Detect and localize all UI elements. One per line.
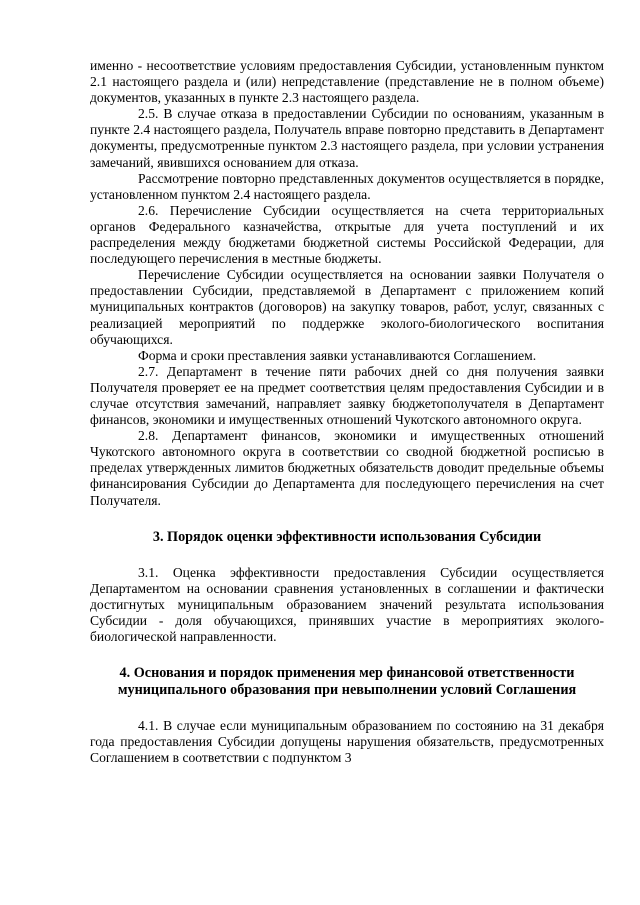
paragraph-2-6: 2.6. Перечисление Субсидии осуществляется на счета территориальных органов Федерального казначейства, открытые для учета поступлений и их распределения между бюджетами бюджетной системы Российской Федерации, для последующего перечисления в местные бюджеты.	[90, 202, 604, 267]
paragraph-continuation: именно - несоответствие условиям предоставления Субсидии, установленным пунктом 2.1 настоящего раздела и (или) непредставление (представление не в полном объеме) документов, указанных в пункте 2.3 настоящего раздела.	[90, 58, 604, 106]
section-gap	[90, 546, 604, 565]
paragraph-application-form: Форма и сроки преставления заявки устанавливаются Соглашением.	[138, 347, 537, 363]
section-gap	[90, 699, 604, 718]
paragraph-2-8: 2.8. Департамент финансов, экономики и имущественных отношений Чукотского автономного округа в соответствии со сводной бюджетной росписью в пределах утвержденных лимитов бюджетных обязательств доводит предельные объемы финансирования Субсидии до Департамента для последующего перечисления на счет Получателя.	[90, 428, 604, 508]
section-4-heading	[90, 665, 604, 699]
paragraph-4-1: 4.1. В случае если муниципальным образованием по состоянию на 31 декабря года предоставления Субсидии допущены нарушения обязательств, предусмотренных Соглашением в соответствии с подпунктом 3	[90, 718, 604, 766]
paragraph-3-1: 3.1. Оценка эффективности предоставления Субсидии осуществляется Департаментом на основании сравнения установленных в соглашении и фактически достигнутых муниципальным образованием значений результата использования Субсидии - доля обучающихся, принявших участие в мероприятиях эколого-биологической направленности.	[90, 564, 604, 644]
section-gap	[90, 645, 604, 665]
paragraph-transfer-basis: Перечисление Субсидии осуществляется на основании заявки Получателя о предоставлении Субсидии, представляемой в Департамент с приложением копий муниципальных контрактов (договоров) на закупку товаров, работ, услуг, связанных с реализацией мероприятий по поддержке эколого-биологического воспитания обучающихся.	[90, 267, 604, 347]
section-4-heading-line-1: 4. Основания и порядок применения мер финансовой ответственности	[119, 665, 575, 682]
section-4-heading-line-2: муниципального образования при невыполнении условий Соглашения	[117, 682, 577, 699]
section-3-heading: 3. Порядок оценки эффективности использования Субсидии	[152, 528, 542, 545]
paragraph-2-5: 2.5. В случае отказа в предоставлении Субсидии по основаниям, указанным в пункте 2.4 настоящего раздела, Получатель вправе повторно представить в Департамент документы, предусмотренные пунктом 2.3 настоящего раздела, при условии устранения замечаний, явившихся основанием для отказа.	[90, 106, 604, 170]
paragraph-2-7: 2.7. Департамент в течение пяти рабочих дней со дня получения заявки Получателя проверяет ее на предмет соответствия целям предоставления Субсидии и в случае отсутствия замечаний, направляет заявку бюджетополучателя в Департамент финансов, экономики и имущественных отношений Чукотского автономного округа.	[90, 363, 604, 428]
paragraph-resubmission: Рассмотрение повторно представленных документов осуществляется в порядке, установленном пунктом 2.4 настоящего раздела.	[90, 170, 604, 202]
section-gap	[90, 509, 604, 529]
